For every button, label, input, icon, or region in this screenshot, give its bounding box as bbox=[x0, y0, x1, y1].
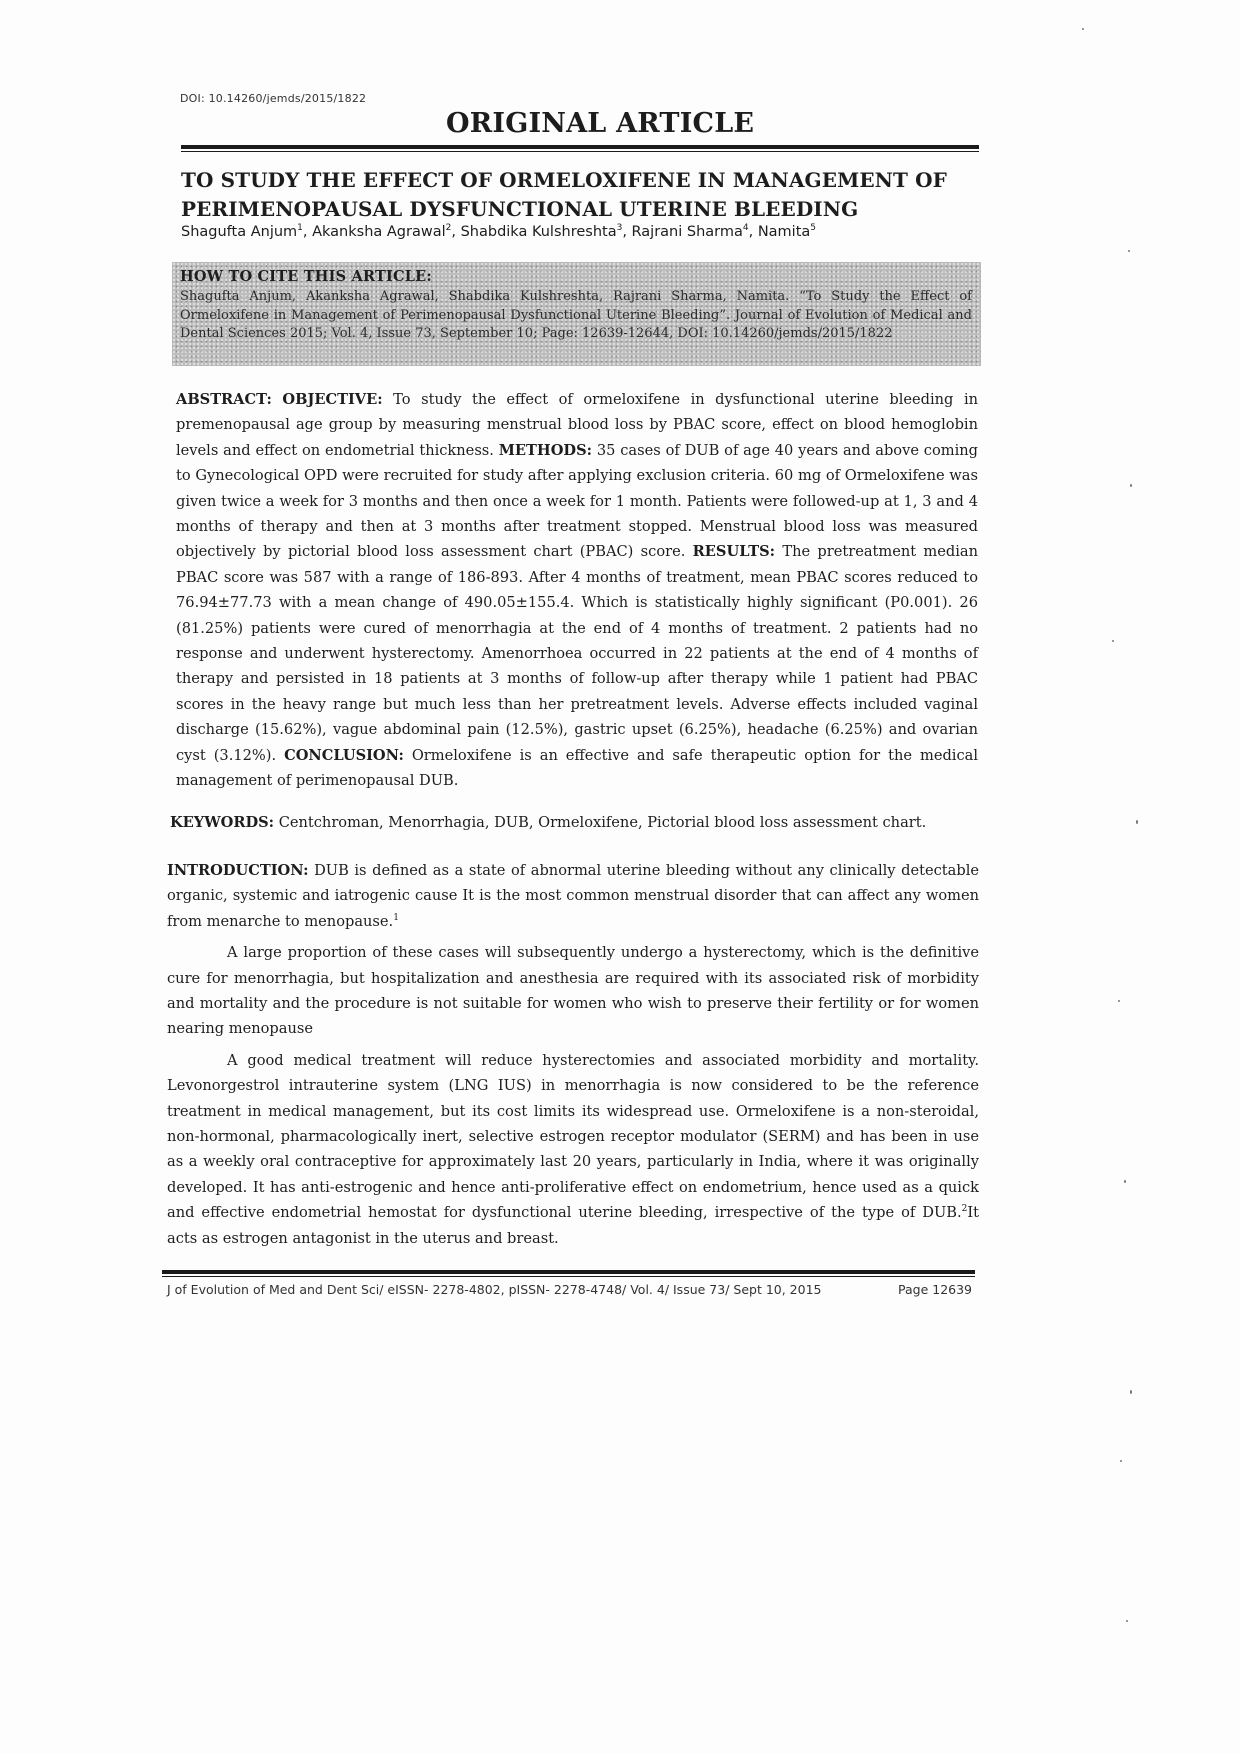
reference-mark: 2 bbox=[961, 1204, 968, 1215]
header-rule bbox=[181, 145, 979, 149]
footer-rule-thin bbox=[162, 1276, 975, 1277]
title-line-2: PERIMENOPAUSAL DYSFUNCTIONAL UTERINE BLEEDING bbox=[181, 197, 859, 221]
citation-heading: HOW TO CITE THIS ARTICLE: bbox=[180, 268, 432, 285]
footer-journal: J of Evolution of Med and Dent Sci/ eISSN- 2278-4802, pISSN- 2278-4748/ Vol. 4/ Issue 73/ Sept 10, 2015 bbox=[167, 1282, 822, 1297]
reference-mark: 1 bbox=[393, 912, 399, 923]
header-rule-thin bbox=[181, 151, 979, 152]
intro-paragraph-3 bbox=[167, 1048, 979, 1251]
conclusion-text: Ormeloxifene is an effective and safe therapeutic option for the medical management of perimenopausal DUB. bbox=[176, 746, 979, 790]
section-heading: ORIGINAL ARTICLE bbox=[446, 108, 755, 139]
author-mark: 5 bbox=[810, 223, 817, 234]
citation-text: Shagufta Anjum, Akanksha Agrawal, Shabdika Kulshreshta, Rajrani Sharma, Namita. “To Study the Effect of Ormeloxifene in Management of Perimenopausal Dysfunctional Uterine Bleeding”. Journal of Evolution of Medical and Dental Sciences 2015; Vol. 4, Issue 73, September 10; Page: 12639-12644, DOI: 10.14260/jemds/2015/1822 bbox=[180, 289, 972, 341]
intro-paragraph-1 bbox=[167, 858, 979, 934]
article-title bbox=[181, 166, 961, 224]
author-name: Shagufta Anjum bbox=[181, 224, 298, 240]
author-mark: 1 bbox=[297, 223, 303, 234]
introduction bbox=[167, 858, 979, 1251]
keywords-text: Centchroman, Menorrhagia, DUB, Ormeloxifene, Pictorial blood loss assessment chart. bbox=[278, 814, 927, 831]
footer-rule bbox=[162, 1270, 975, 1274]
objective-label: OBJECTIVE: bbox=[282, 391, 383, 408]
objective-text: To study the effect of ormeloxifene in dysfunctional uterine bleeding in premenopausal age group by measuring menstrual blood loss by PBAC score, effect on blood hemoglobin levels and effect on endometrial thickness. bbox=[176, 391, 979, 459]
author-name: Shabdika Kulshreshta bbox=[460, 224, 617, 240]
results-text: The pretreatment median PBAC score was 587 with a range of 186-893. After 4 months of treatment, mean PBAC scores reduced to 76.94±77.73 with a mean change of 490.05±155.4. Which is statistically highly significant (P0.001). 26 (81.25%) patients were cured of menorrhagia at the end of 4 months of treatment. 2 patients had no response and underwent hysterectomy. Amenorrhoea occurred in 22 patients at the end of 4 months of therapy and persisted in 18 patients at 3 months of follow-up after therapy while 1 patient had PBAC scores in the heavy range but much less than her pretreatment levels. Adverse effects included vaginal discharge (15.62%), vague abdominal pain (12.5%), gastric upset (6.25%), headache (6.25%) and ovarian cyst (3.12%). bbox=[176, 543, 979, 764]
title-line-1: TO STUDY THE EFFECT OF ORMELOXIFENE IN MANAGEMENT OF bbox=[181, 168, 947, 192]
doi-text: DOI: 10.14260/jemds/2015/1822 bbox=[180, 92, 367, 105]
author-name: Rajrani Sharma bbox=[631, 224, 743, 240]
author-name: Akanksha Agrawal bbox=[312, 224, 446, 240]
intro-p3-tail: It acts as estrogen antagonist in the uterus and breast. bbox=[167, 1204, 979, 1247]
abstract-label: ABSTRACT: bbox=[176, 391, 272, 408]
results-label: RESULTS: bbox=[692, 543, 776, 561]
author-list: Shagufta Anjum$^1$, Akanksha Agrawal$^2$, Shabdika Kulshreshta$^3$, Rajrani Sharma$^4$, Namita$^5$ bbox=[181, 223, 817, 240]
author-mark: 2 bbox=[445, 223, 452, 234]
conclusion-label: CONCLUSION: bbox=[284, 746, 404, 764]
introduction-label: INTRODUCTION: bbox=[167, 862, 309, 879]
author-mark: 4 bbox=[742, 223, 749, 234]
keywords-label: KEYWORDS: bbox=[170, 814, 275, 831]
abstract bbox=[176, 387, 978, 794]
intro-p3-text: A good medical treatment will reduce hysterectomies and associated morbidity and mortality. Levonorgestrol intrauterine system (LNG IUS) in menorrhagia is now considered to be the reference treatment in medical management, but its cost limits its widespread use. Ormeloxifene is a non-steroidal, non-hormonal, pharmacologically inert, selective estrogen receptor modulator (SERM) and has been in use as a weekly oral contraceptive for approximately last 20 years, particularly in India, where it was originally developed. It has anti-estrogenic and hence anti-proliferative effect on endometrium, hence used as a quick and effective endometrial hemostat for dysfunctional uterine bleeding, irrespective of the type of DUB. bbox=[167, 1051, 979, 1222]
keywords bbox=[170, 814, 990, 831]
page-number: Page 12639 bbox=[898, 1282, 972, 1297]
intro-p1-text: DUB is defined as a state of abnormal uterine bleeding without any clinically detectable organic, systemic and iatrogenic cause It is the most common menstrual disorder that can affect any women from menarche to menopause. bbox=[167, 862, 979, 930]
citation-box bbox=[172, 262, 981, 366]
author-name: Namita bbox=[757, 224, 811, 240]
intro-paragraph-2: A large proportion of these cases will subsequently undergo a hysterectomy, which is the definitive cure for menorrhagia, but hospitalization and anesthesia are required with its associated risk of morbidity and mortality and the procedure is not suitable for women who wish to preserve their fertility or for women nearing menopause bbox=[167, 944, 979, 1038]
methods-text: 35 cases of DUB of age 40 years and above coming to Gynecological OPD were recruited for study after applying exclusion criteria. 60 mg of Ormeloxifene was given twice a week for 3 months and then once a week for 1 month. Patients were followed-up at 1, 3 and 4 months of therapy and then at 3 months after treatment stopped. Menstrual blood loss was measured objectively by pictorial blood loss assessment chart (PBAC) score. bbox=[176, 441, 979, 561]
methods-label: METHODS: bbox=[498, 441, 593, 459]
author-mark: 3 bbox=[616, 223, 623, 234]
